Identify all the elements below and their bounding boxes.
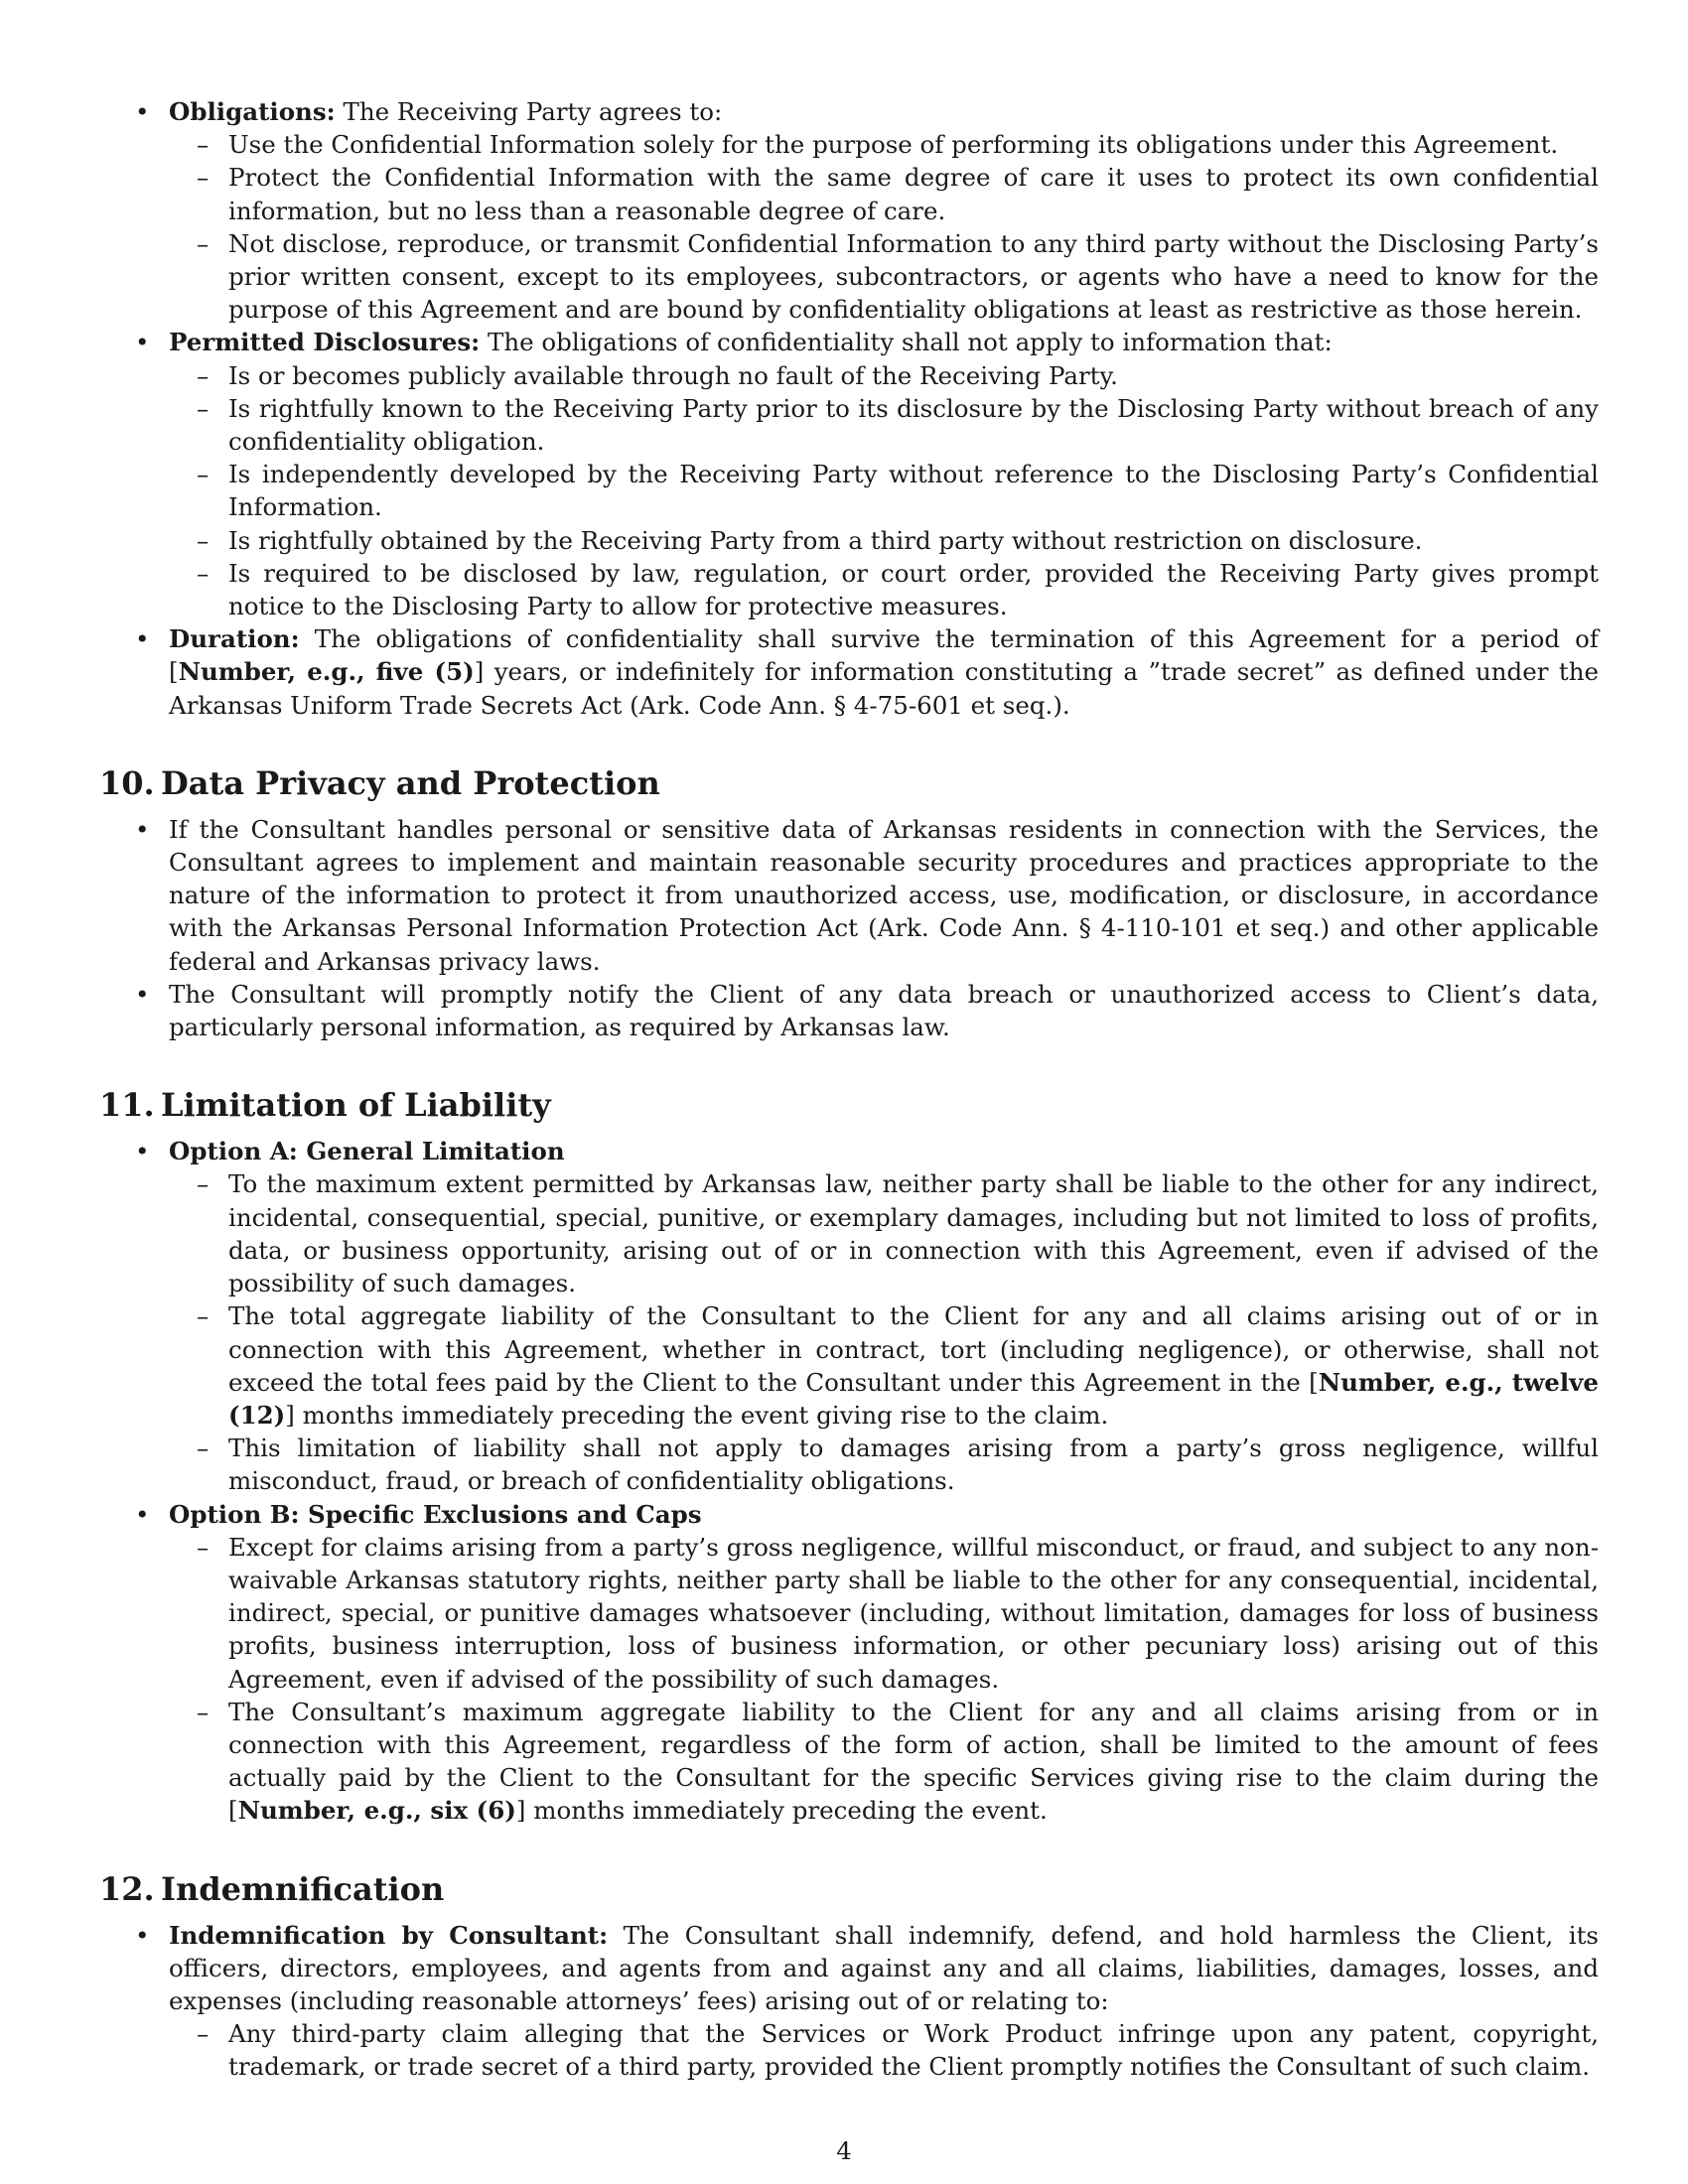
data-privacy-list (99, 813, 1599, 1043)
document-page (99, 95, 1599, 2084)
option-a-lead: Option A: General Limitation (169, 1137, 565, 1166)
section-title: Limitation of Liability (161, 1086, 551, 1125)
indemnification-sublist (169, 2017, 1599, 2083)
duration-item (99, 622, 1599, 722)
list-item: – Is rightfully known to the Receiving Party prior to its disclosure by the Disclosing Party without breach of any confidentiality obligation. (169, 392, 1599, 458)
list-item (169, 1299, 1599, 1432)
section-number: 11. (99, 1086, 155, 1125)
confidentiality-list (99, 95, 1599, 722)
permitted-disclosures-text: The obligations of confidentiality shall not apply to information that: (480, 328, 1333, 357)
section-title: Indemnification (161, 1869, 445, 1908)
list-item: – Is rightfully obtained by the Receiving Party from a third party without restriction on disclosure. (169, 524, 1599, 557)
option-a-cap-placeholder: Number, e.g., twelve (12) (228, 1367, 1599, 1430)
list-item: – Is independently developed by the Receiving Party without reference to the Disclosing Party’s Confidential Information. (169, 458, 1599, 523)
list-item: – Protect the Confidential Information with the same degree of care it uses to protect its own confidential information, but no less than a reasonable degree of care. (169, 161, 1599, 226)
obligations-item (99, 95, 1599, 326)
obligations-text: The Receiving Party agrees to: (335, 97, 723, 126)
list-item: – To the maximum extent permitted by Arkansas law, neither party shall be liable to the other for any indirect, incidental, consequential, special, punitive, or exemplary damages, including but not limited to loss of profits, data, or business opportunity, arising out of or in connection with this Agreement, even if advised of the possibility of such damages. (169, 1167, 1599, 1299)
indemnification-list (99, 1919, 1599, 2084)
list-item: – Use the Confidential Information solely for the purpose of performing its obligations under this Agreement. (169, 128, 1599, 161)
indemnification-by-consultant-item (99, 1919, 1599, 2084)
list-item: – Is or becomes publicly available through no fault of the Receiving Party. (169, 359, 1599, 392)
section-number: 10. (99, 763, 155, 802)
list-item: – Except for claims arising from a party’s gross negligence, willful misconduct, or fraud, and subject to any non-waivable Arkansas statutory rights, neither party shall be liable to the other for any consequential, incidental, indirect, special, or punitive damages whatsoever (including, without limitation, damages for loss of business profits, business interruption, loss of business information, or other pecuniary loss) arising out of this Agreement, even if advised of the possibility of such damages. (169, 1531, 1599, 1696)
list-item: – Is required to be disclosed by law, regulation, or court order, provided the Receiving Party gives prompt notice to the Disclosing Party to allow for protective measures. (169, 557, 1599, 622)
limitation-list (99, 1135, 1599, 1827)
list-item: – This limitation of liability shall not apply to damages arising from a party’s gross negligence, willful misconduct, fraud, or breach of confidentiality obligations. (169, 1432, 1599, 1497)
option-a-cap-before: The total aggregate liability of the Consultant to the Client for any and all claims arising out of or in connection with this Agreement, whether in contract, tort (including negligence), or otherwise, shall not exceed the total fees paid by the Client to the Consultant under this Agreement in the [ (228, 1301, 1599, 1397)
section-title: Data Privacy and Protection (161, 763, 660, 802)
page-number: 4 (836, 2136, 852, 2165)
duration-placeholder: Number, e.g., five (5) (178, 657, 475, 687)
obligations-lead: Obligations: (169, 97, 336, 126)
list-item (169, 1696, 1599, 1828)
duration-lead: Duration: (169, 624, 300, 654)
list-item: • If the Consultant handles personal or sensitive data of Arkansas residents in connection with the Services, the Consultant agrees to implement and maintain reasonable security procedures and practices appropriate to the nature of the information to protect it from unauthorized access, use, modification, or disclosure, in accordance with the Arkansas Personal Information Protection Act (Ark. Code Ann. § 4-110-101 et seq.) and other applicable federal and Arkansas privacy laws. (99, 813, 1599, 978)
duration-text-after: ] years, or indefinitely for information constituting a ”trade secret” as defined under the Arkansas Uniform Trade Secrets Act (Ark. Code Ann. § 4-75-601 et seq.). (169, 657, 1599, 720)
section-heading (99, 1085, 1599, 1125)
option-b-lead: Option B: Specific Exclusions and Caps (169, 1499, 702, 1529)
option-b-cap-before: The Consultant’s maximum aggregate liability to the Client for any and all claims arising from or in connection with this Agreement, regardless of the form of action, shall be limited to the amount of fees actually paid by the Client to the Consultant for the specific Services giving rise to the claim during the [ (228, 1697, 1599, 1826)
section-number: 12. (99, 1869, 155, 1908)
permitted-disclosures-lead: Permitted Disclosures: (169, 328, 481, 357)
option-a-cap-after: ] months immediately preceding the event giving rise to the claim. (285, 1400, 1109, 1430)
indemnification-lead: Indemnification by Consultant: (169, 1920, 609, 1950)
option-a-sublist (169, 1167, 1599, 1497)
list-item: – Not disclose, reproduce, or transmit Confidential Information to any third party without the Disclosing Party’s prior written consent, except to its employees, subcontractors, or agents who have a need to know for the purpose of this Agreement and are bound by confidentiality obligations at least as restrictive as those herein. (169, 227, 1599, 327)
option-b-item (99, 1498, 1599, 1828)
section-heading (99, 1869, 1599, 1909)
duration-text-before: The obligations of confidentiality shall survive the termination of this Agreement for a period of [ (169, 624, 1599, 687)
option-b-cap-placeholder: Number, e.g., six (6) (237, 1796, 516, 1826)
permitted-disclosures-item (99, 326, 1599, 622)
option-a-item (99, 1135, 1599, 1497)
list-item: • The Consultant will promptly notify the Client of any data breach or unauthorized access to Client’s data, particularly personal information, as required by Arkansas law. (99, 978, 1599, 1043)
permitted-disclosures-sublist (169, 359, 1599, 623)
option-b-sublist (169, 1531, 1599, 1828)
list-item: – Any third-party claim alleging that the Services or Work Product infringe upon any patent, copyright, trademark, or trade secret of a third party, provided the Client promptly notifies the Consultant of such claim. (169, 2017, 1599, 2083)
section-heading (99, 763, 1599, 803)
obligations-sublist (169, 128, 1599, 326)
option-b-cap-after: ] months immediately preceding the event. (515, 1796, 1048, 1826)
indemnification-text: The Consultant shall indemnify, defend, and hold harmless the Client, its officers, directors, employees, and agents from and against any and all claims, liabilities, damages, losses, and expenses (including reasonable attorneys’ fees) arising out of or relating to: (169, 1920, 1599, 2015)
